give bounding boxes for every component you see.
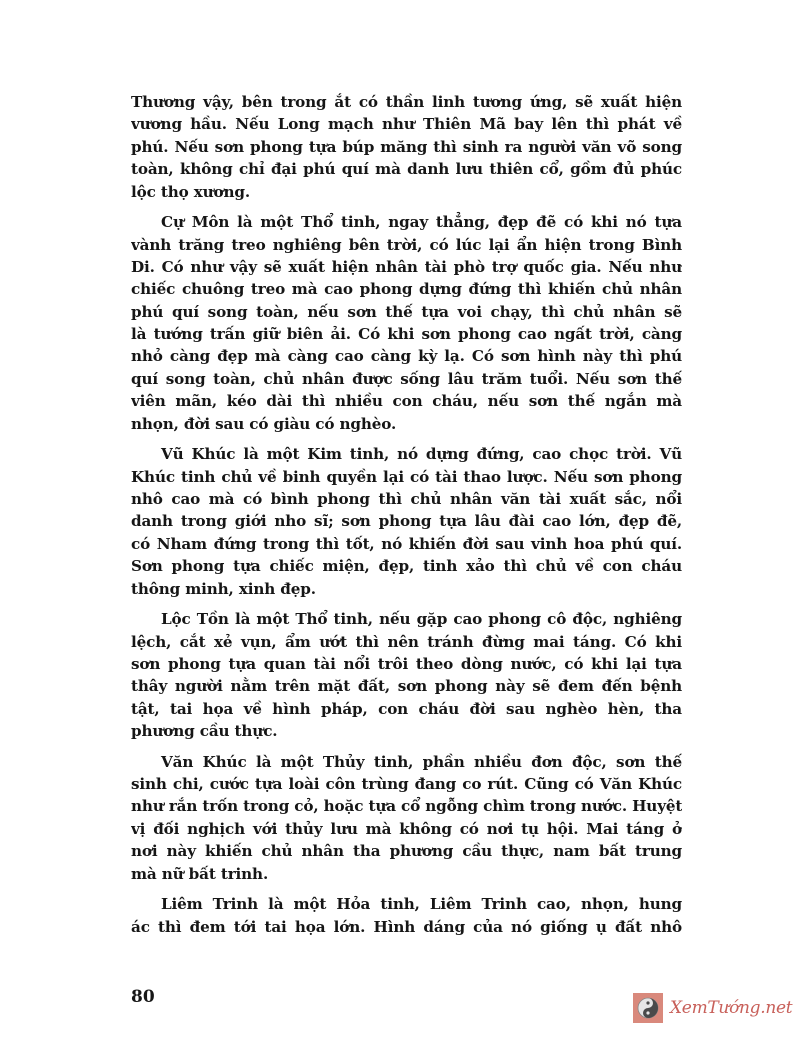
- text-line: Vũ Khúc là một Kim tinh, nó dựng đứng, cao chọc trời. Vũ: [161, 445, 682, 464]
- text-line: Liêm Trinh là một Hỏa tinh, Liêm Trinh cao, nhọn, hung: [161, 895, 682, 914]
- text-line: như rắn trốn trong cỏ, hoặc tựa cổ ngỗng chìm trong nước. Huyệt: [131, 797, 682, 816]
- text-line: vành trăng treo nghiêng bên trời, có lúc lại ẩn hiện trong Bình: [131, 235, 682, 254]
- text-line: ác thì đem tới tai họa lớn. Hình dáng của nó giống ụ đất nhô: [131, 917, 682, 936]
- text-line: danh trong giới nho sĩ; sơn phong tựa lâu đài cao lớn, đẹp đẽ,: [131, 512, 682, 531]
- watermark-logo: [633, 991, 792, 1025]
- text-line: vị đối nghịch với thủy lưu mà không có nơi tụ hội. Mai táng ở: [131, 819, 682, 838]
- text-line: phương cầu thực.: [131, 722, 278, 741]
- watermark-text: XemTướng.net: [670, 998, 793, 1018]
- text-line: vương hầu. Nếu Long mạch như Thiên Mã bay lên thì phát về: [131, 115, 682, 134]
- paragraph-vu-khuc: [131, 443, 682, 600]
- yin-yang-icon: [633, 993, 663, 1023]
- paragraph: [131, 91, 682, 203]
- text-line: có Nham đứng trong thì tốt, nó khiến đời sau vinh hoa phú quí.: [131, 534, 682, 553]
- text-line: quí song toàn, chủ nhân được sống lâu trăm tuổi. Nếu sơn thế: [131, 369, 682, 388]
- text-line: thây người nằm trên mặt đất, sơn phong này sẽ đem đến bệnh: [131, 677, 682, 696]
- text-line: chiếc chuông treo mà cao phong dựng đứng thì khiến chủ nhân: [131, 280, 682, 299]
- text-line: toàn, không chỉ đại phú quí mà danh lưu thiên cổ, gồm đủ phúc: [131, 160, 682, 179]
- text-line: mà nữ bất trinh.: [131, 864, 269, 883]
- text-line: Văn Khúc là một Thủy tinh, phần nhiều đơn độc, sơn thế: [161, 752, 682, 771]
- text-line: nhô cao mà có bình phong thì chủ nhân văn tài xuất sắc, nổi: [131, 490, 682, 509]
- paragraph-van-khuc: [131, 751, 682, 885]
- text-line: là tướng trấn giữ biên ải. Có khi sơn phong cao ngất trời, càng: [131, 325, 682, 344]
- text-line: thông minh, xinh đẹp.: [131, 579, 316, 598]
- paragraph-liem-trinh: [131, 893, 682, 938]
- page-number: 80: [131, 987, 155, 1007]
- paragraph-cu-mon: [131, 211, 682, 435]
- text-line: sinh chi, cước tựa loài côn trùng đang co rút. Cũng có Văn Khúc: [131, 775, 682, 794]
- page-body: [131, 91, 682, 946]
- text-line: lệch, cắt xẻ vụn, ẩm ướt thì nên tránh đừng mai táng. Có khi: [131, 632, 682, 651]
- text-line: nhọn, đời sau có giàu có nghèo.: [131, 414, 397, 433]
- text-line: Di. Có như vậy sẽ xuất hiện nhân tài phò trợ quốc gia. Nếu như: [131, 257, 682, 276]
- text-line: lộc thọ xương.: [131, 182, 250, 201]
- text-line: Thương vậy, bên trong ắt có thần linh tương ứng, sẽ xuất hiện: [131, 93, 682, 111]
- text-line: phú. Nếu sơn phong tựa búp măng thì sinh ra người văn võ song: [131, 137, 682, 156]
- text-line: Cự Môn là một Thổ tinh, ngay thẳng, đẹp đẽ có khi nó tựa: [161, 213, 682, 232]
- text-line: Sơn phong tựa chiếc miện, đẹp, tinh xảo thì chủ về con cháu: [131, 557, 682, 576]
- paragraph-loc-ton: [131, 608, 682, 742]
- text-line: nơi này khiến chủ nhân tha phương cầu thực, nam bất trung: [131, 842, 682, 861]
- text-line: viên mãn, kéo dài thì nhiều con cháu, nếu sơn thế ngắn mà: [131, 392, 682, 411]
- text-line: Lộc Tồn là một Thổ tinh, nếu gặp cao phong cô độc, nghiêng: [161, 610, 682, 629]
- text-line: sơn phong tựa quan tài nổi trôi theo dòng nước, có khi lại tựa: [131, 654, 682, 673]
- text-line: Khúc tinh chủ về binh quyền lại có tài thao lược. Nếu sơn phong: [131, 467, 682, 486]
- text-line: tật, tai họa về hình pháp, con cháu đời sau nghèo hèn, tha: [131, 699, 682, 718]
- text-line: phú quí song toàn, nếu sơn thế tựa voi chạy, thì chủ nhân sẽ: [131, 302, 682, 321]
- text-line: nhỏ càng đẹp mà càng cao càng kỳ lạ. Có sơn hình này thì phú: [131, 347, 682, 366]
